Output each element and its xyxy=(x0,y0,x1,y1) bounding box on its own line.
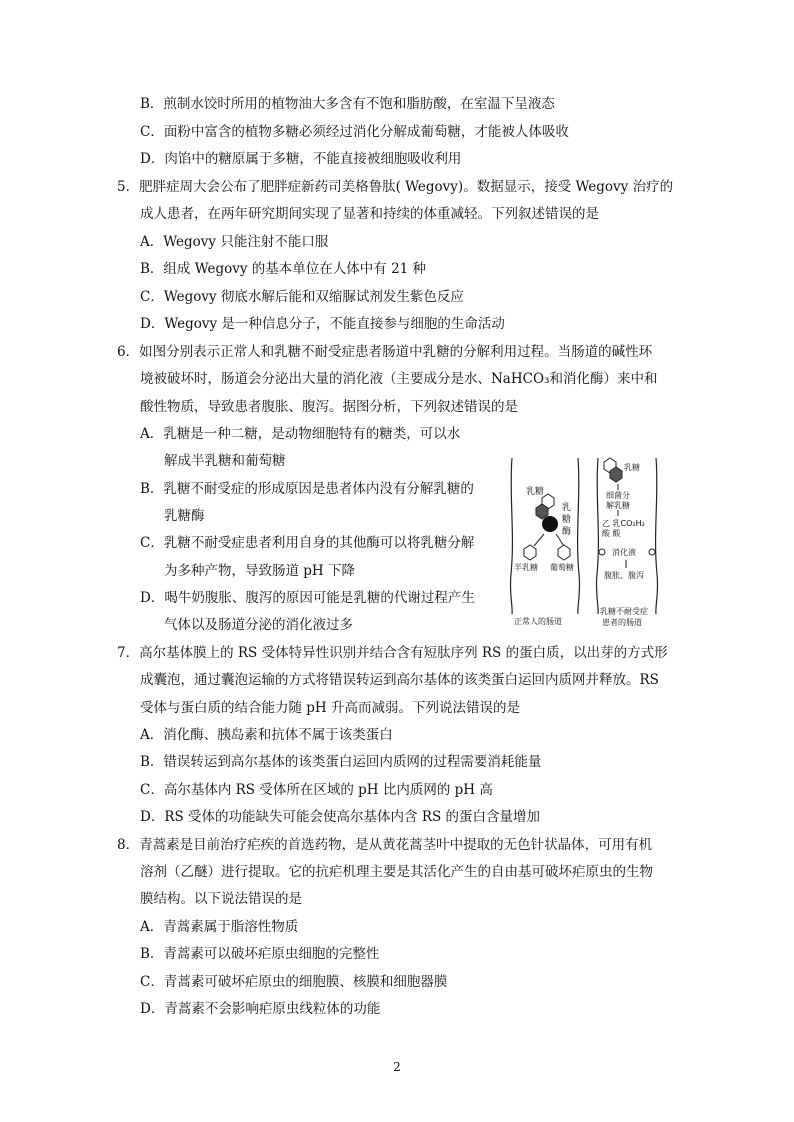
q6-option-c: C．乳糖不耐受症患者利用自身的其他酶可以将乳糖分解 xyxy=(140,535,475,551)
fig-left-caption: 正常人的肠道 xyxy=(514,617,562,626)
glucose-hexagon-icon xyxy=(536,504,548,519)
fig-enzyme-char-2: 糖 xyxy=(562,515,572,525)
q7-option-b: B．错误转运到高尔基体的该类蛋白运回内质网的过程需要消耗能量 xyxy=(140,754,542,770)
fig-galactose-label: 半乳糖 xyxy=(514,563,538,572)
fluid-droplet-icon xyxy=(599,549,605,555)
fig-right-caption-2: 患者的肠道 xyxy=(602,618,642,627)
q5-option-c: C．Wegovy 彻底水解后能和双缩脲试剂发生紫色反应 xyxy=(140,289,464,305)
fig-digestive-label: 消化液 xyxy=(612,548,636,557)
question-6-stem: 6．如图分别表示正常人和乳糖不耐受症患者肠道中乳糖的分解利用过程。当肠道的碱性环 xyxy=(117,344,653,360)
fig-glucose-label: 葡萄糖 xyxy=(550,563,574,572)
fig-left-lactose-label: 乳糖 xyxy=(526,487,545,497)
fluid-droplet-icon xyxy=(649,549,655,555)
arrow-to-galactose xyxy=(534,534,544,546)
q6-option-b: B．乳糖不耐受症的形成原因是患者体内没有分解乳糖的 xyxy=(140,481,474,497)
question-8-stem: 8．青蒿素是目前治疗疟疾的首选药物，是从黄花蒿茎叶中提取的无色针状晶体，可用有机 xyxy=(117,837,653,853)
q8-option-a: A．青蒿素属于脂溶性物质 xyxy=(140,919,299,935)
q7-option-d: D．RS 受体的功能缺失可能会使高尔基体内含 RS 的蛋白含量增加 xyxy=(140,809,541,825)
galactose-product-icon xyxy=(524,545,536,560)
lactose-glucose-icon xyxy=(610,467,622,482)
fig-right-lactose-label: 乳糖 xyxy=(624,463,640,472)
question-7-stem-cont-2: 受体与蛋白质的结合能力随 pH 升高而减弱。下列说法错误的是 xyxy=(140,700,520,716)
lactase-enzyme-icon xyxy=(542,516,558,532)
glucose-product-icon xyxy=(558,545,570,560)
q6-option-b-cont: 乳糖酶 xyxy=(164,508,205,524)
q8-option-b: B．青蒿素可以破坏疟原虫细胞的完整性 xyxy=(140,946,380,962)
q5-option-a: A．Wegovy 只能注射不能口服 xyxy=(140,234,329,250)
option-b: B．煎制水饺时所用的植物油大多含有不饱和脂肪酸，在室温下呈液态 xyxy=(140,96,555,112)
question-8-stem-cont-1: 溶剂（乙醚）进行提取。它的抗疟机理主要是其活化产生的自由基可破坏疟原虫的生物 xyxy=(140,864,653,880)
question-5-stem: 5．肥胖症周大会公布了肥胖症新药司美格鲁肽( Wegovy)。数据显示，接受 Wegovy 治疗的 xyxy=(117,179,674,195)
option-c: C．面粉中富含的植物多糖必须经过消化分解成葡萄糖，才能被人体吸收 xyxy=(140,124,569,140)
fig-right-caption-1: 乳糖不耐受症 xyxy=(600,607,648,616)
q7-option-a: A．消化酶、胰岛素和抗体不属于该类蛋白 xyxy=(140,727,393,743)
question-6-stem-cont-2: 酸性物质，导致患者腹胀、腹泻。据图分析，下列叙述错误的是 xyxy=(140,399,518,415)
q8-option-d: D．青蒿素不会影响疟原虫线粒体的功能 xyxy=(140,1001,381,1017)
q6-option-c-cont: 为多种产物，导致肠道 pH 下降 xyxy=(164,563,355,579)
fig-symptoms-label: 腹胀、腹泻 xyxy=(604,571,644,580)
q6-option-a-cont: 解成半乳糖和葡萄糖 xyxy=(164,453,286,469)
fig-bacteria-label-2: 解乳糖 xyxy=(606,501,630,510)
fig-enzyme-char-3: 酶 xyxy=(562,527,572,537)
fig-bacteria-label-1: 细菌分 xyxy=(606,491,630,500)
option-d: D．肉馅中的糖原属于多糖，不能直接被细胞吸收利用 xyxy=(140,151,462,167)
q6-option-d: D．喝牛奶腹胀、腹泻的原因可能是乳糖的代谢过程产生 xyxy=(140,590,475,606)
q7-option-c: C．高尔基体内 RS 受体所在区域的 pH 比内质网的 pH 高 xyxy=(140,782,493,798)
normal-intestine-wall-left xyxy=(510,458,512,614)
q6-option-a: A．乳糖是一种二糖，是动物细胞特有的糖类，可以水 xyxy=(140,426,461,442)
q5-option-d: D．Wegovy 是一种信息分子，不能直接参与细胞的生命活动 xyxy=(140,316,505,332)
fig-products-label-1: 乙 乳CO₂H₂ xyxy=(602,519,645,528)
question-6-stem-cont-1: 境被破坏时，肠道会分泌出大量的消化液（主要成分是水、NaHCO₃和消化酶）来中和 xyxy=(140,371,658,387)
lactose-intestine-figure xyxy=(506,454,662,630)
q5-option-b: B．组成 Wegovy 的基本单位在人体中有 21 种 xyxy=(140,261,427,277)
question-7-stem-cont-1: 成囊泡，通过囊泡运输的方式将错误转运到高尔基体的该类蛋白运回内质网并释放。RS xyxy=(140,672,659,688)
question-7-stem: 7．高尔基体膜上的 RS 受体特异性识别并结合含有短肽序列 RS 的蛋白质，以出芽的方式形 xyxy=(117,645,668,661)
question-8-stem-cont-2: 膜结构。以下说法错误的是 xyxy=(140,891,302,907)
fig-enzyme-char-1: 乳 xyxy=(562,503,572,513)
fig-products-label-2: 酸 酸 xyxy=(602,529,621,538)
patient-intestine-wall-right xyxy=(656,458,658,614)
q6-option-d-cont: 气体以及肠道分泌的消化液过多 xyxy=(164,617,353,633)
q8-option-c: C．青蒿素可破坏疟原虫的细胞膜、核膜和细胞器膜 xyxy=(140,974,448,990)
page-number: 2 xyxy=(393,1060,401,1074)
normal-intestine-wall-right xyxy=(578,458,580,614)
question-5-stem-cont: 成人患者，在两年研究期间实现了显著和持续的体重减轻。下列叙述错误的是 xyxy=(140,206,599,222)
patient-intestine-wall-left xyxy=(596,458,598,614)
